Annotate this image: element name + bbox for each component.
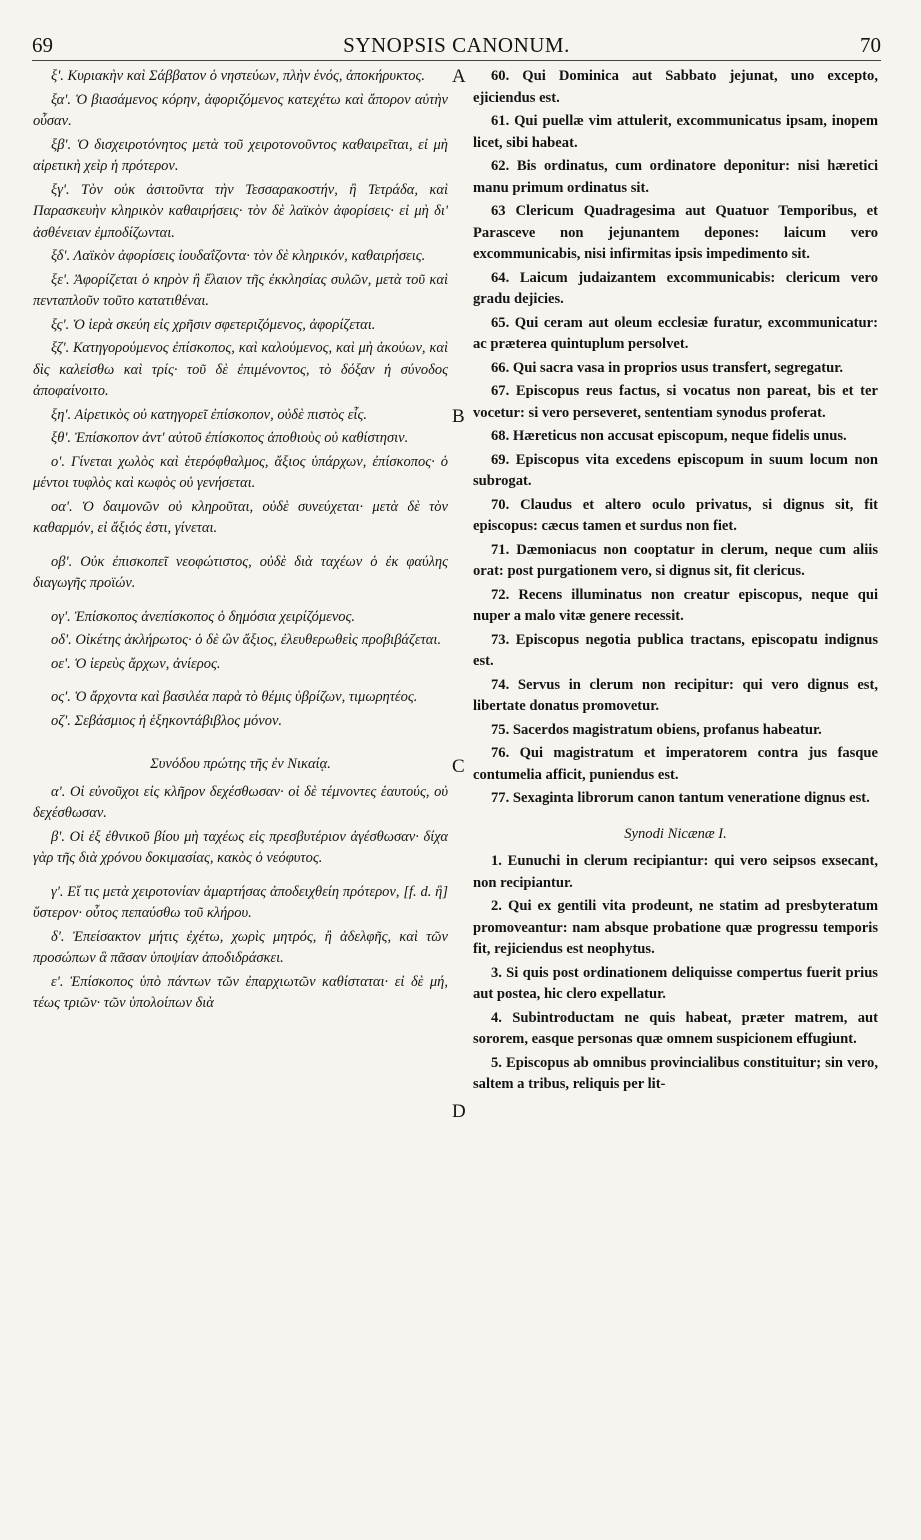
greek-canon: β'. Οἱ ἐξ ἐθνικοῦ βίου μὴ ταχέως εἰς πρεσβυτέριον ἀγέσθωσαν· δίχα γὰρ τῆς διὰ χρόνου δοκιμασίας, κακὸς ὁ νεόφυτος. [33, 828, 448, 866]
latin-canon: 60. Qui Dominica aut Sabbato jejunat, uno excepto, ejiciendus est. [473, 68, 878, 106]
greek-canon: ογ'. Ἐπίσκοπος ἀνεπίσκοπος ὁ δημόσια χειρίζόμενος. [51, 608, 356, 625]
latin-canon: 2. Qui ex gentili vita prodeunt, ne statim ad presbyteratum promoveantur: nam absque probatione quæ progressu temporis fit, rejiciendus est neophytus. [473, 898, 878, 957]
latin-canon: 62. Bis ordinatus, cum ordinatore deponitur: nisi hæretici manu primum ordinatus sit. [473, 158, 878, 196]
running-header [32, 30, 881, 60]
greek-canon: ξα'. Ὁ βιασάμενος κόρην, ἀφοριζόμενος κατεχέτω καὶ ἄπορον αὐτὴν οὖσαν. [33, 91, 448, 129]
latin-canon: 71. Dæmoniacus non cooptatur in clerum, neque cum aliis orat: post purgationem vero, si dignus sit, fit clericus. [473, 541, 878, 579]
greek-canon: ξθ'. Ἐπίσκοπον ἀντ' αὐτοῦ ἐπίσκοπος ἀποθιοὺς οὐ καθίστησιν. [51, 430, 409, 446]
greek-canon: ε'. Ἐπίσκοπος ὑπὸ πάντων τῶν ἐπαρχιωτῶν καθίσταται· εἰ δὲ μή, τέως τριῶν· τῶν ὑπολοίπων διὰ [33, 973, 448, 1011]
greek-column [33, 66, 448, 1017]
latin-canon: 67. Episcopus reus factus, si vocatus non pareat, bis et ter vocetur: si vero perseveret, sententiam synodus proferat. [473, 383, 878, 421]
greek-canon: δ'. Ἐπείσακτον μήτις ἐχέτω, χωρὶς μητρός, ἢ ἀδελφῆς, καὶ τῶν προσώπων ἃ πᾶσαν ὑποψίαν ἀποδιδράσκει. [33, 928, 448, 966]
left-page-number: 69 [32, 32, 53, 57]
latin-canon: 75. Sacerdos magistratum obiens, profanus habeatur. [491, 721, 822, 738]
latin-canon: 64. Laicum judaizantem excommunicabis: clericum vero gradu dejicies. [473, 269, 878, 307]
latin-canon: 5. Episcopus ab omnibus provincialibus constituitur; sin vero, saltem a tribus, reliquis per lit- [473, 1054, 878, 1092]
latin-canon: 77. Sexaginta librorum canon tantum veneratione dignus est. [491, 790, 870, 806]
header-rule [32, 60, 881, 61]
greek-canon: ξ'. Κυριακὴν καὶ Σάββατον ὁ νηστεύων, πλὴν ἑνός, ἀποκήρυκτος. [51, 68, 425, 84]
greek-canon: οδ'. Οἰκέτης ἀκλήρωτος· ὁ δὲ ὢν ἄξιος, ἐλευθερωθεὶς προβιβάζεται. [51, 632, 442, 648]
latin-column [473, 66, 878, 1098]
greek-canon: ο'. Γίνεται χωλὸς καὶ ἑτερόφθαλμος, ἄξιος ὑπάρχων, ἐπίσκοπος· ὁ μέντοι τυφλὸς καὶ κωφὸς οὐ γενήσεται. [33, 453, 448, 491]
latin-canon: 73. Episcopus negotia publica tractans, episcopatu indignus est. [473, 631, 878, 669]
greek-canon: ξβ'. Ὁ δισχειροτόνητος μετὰ τοῦ χειροτονοῦντος καθαιρεῖται, εἰ μὴ αἱρετικὴ χεὶρ ἡ πρότερον. [33, 136, 448, 174]
latin-canon: 74. Servus in clerum non recipitur: qui vero dignus est, libertate donatus promovetur. [473, 676, 878, 714]
latin-canon: 63 Clericum Quadragesima aut Quatuor Temporibus, et Parasceve non jejunantem depones: laicum vero excommunicabis, nisi infirmitas ipsis impedimento sit. [473, 203, 878, 262]
latin-canon: 68. Hæreticus non accusat episcopum, neque fidelis unus. [491, 428, 847, 444]
margin-marker-c: C [452, 756, 465, 777]
latin-canon: 65. Qui ceram aut oleum ecclesiæ furatur, excommunicatur: ac præterea quintuplum persolvet. [473, 314, 878, 352]
greek-canon: οε'. Ὁ ἱερεὺς ἄρχων, ἀνίερος. [51, 655, 221, 672]
greek-canon: ξγ'. Τὸν οὐκ ἀσιτοῦντα τὴν Τεσσαρακοστήν, ἢ Τετράδα, καὶ Παρασκευὴν κληρικὸν καθαιρήσεις· τὸν δὲ λαϊκὸν ἀφορίσεις· εἰ μὴ δι' ἀσθένειαν ἐμποδίζωνται. [33, 181, 448, 241]
margin-marker-b: B [452, 406, 465, 427]
greek-canon: ξη'. Αἱρετικὸς οὐ κατηγορεῖ ἐπίσκοπον, οὐδὲ πιστὸς εἷς. [51, 406, 367, 423]
greek-canon: οα'. Ὁ δαιμονῶν οὐ κληροῦται, οὐδὲ συνεύχεται· μετὰ δὲ τὸν καθαρμόν, εἰ ἄξιός ἐστι, γίνεται. [33, 498, 448, 536]
latin-canon: 1. Eunuchi in clerum recipiantur: qui vero seipsos exsecant, non recipiantur. [473, 853, 878, 891]
greek-canon: ξζ'. Κατηγορούμενος ἐπίσκοπος, καὶ καλούμενος, καὶ μὴ ἀκούων, καὶ δὶς καλείσθω καὶ τρίς· τοῦ δὲ ἐπιμένοντος, τὸ δόξαν ἡ σύνοδος ἀποφαίνοιτο. [33, 340, 448, 399]
latin-canon: 70. Claudus et altero oculo privatus, si dignus sit, fit episcopus: cæcus tamen et surdus non fiet. [473, 496, 878, 534]
latin-canon: 66. Qui sacra vasa in proprios usus transfert, segregatur. [491, 359, 844, 376]
latin-canon: 76. Qui magistratum et imperatorem contra jus fasque contumelia afficit, puniendus est. [473, 745, 878, 783]
greek-canon: ξς'. Ὁ ἱερὰ σκεύη εἰς χρῆσιν σφετεριζόμενος, ἀφορίζεται. [51, 316, 376, 333]
greek-canon: ος'. Ὁ ἄρχοντα καὶ βασιλέα παρὰ τὸ θέμις ὑβρίζων, τιμωρητέος. [51, 689, 418, 705]
right-page-number: 70 [860, 32, 881, 57]
latin-section-title: Synodi Nicænæ I. [624, 825, 727, 842]
latin-canon: 61. Qui puellæ vim attulerit, excommunicatus ipsam, inopem licet, sibi habeat. [473, 113, 878, 151]
greek-section-title: Συνόδου πρώτης τῆς ἐν Νικαίᾳ. [150, 756, 331, 772]
greek-canon: οζ'. Σεβάσμιος ἡ ἑξηκοντάβιβλος μόνον. [51, 712, 283, 729]
greek-canon: α'. Οἱ εὐνοῦχοι εἰς κλῆρον δεχέσθωσαν· οἱ δὲ τέμνοντες ἑαυτούς, οὐ δεχέσθωσαν. [33, 783, 448, 821]
running-title: SYNOPSIS CANONUM. [343, 32, 570, 57]
latin-canon: 69. Episcopus vita excedens episcopum in suum locum non subrogat. [473, 451, 878, 489]
greek-canon: ξδ'. Λαϊκὸν ἀφορίσεις ἰουδαΐζοντα· τὸν δὲ κληρικόν, καθαιρήσεις. [51, 248, 426, 264]
latin-canon: 72. Recens illuminatus non creatur episcopus, neque qui nuper a malo vitæ genere recessit. [473, 586, 878, 624]
margin-marker-d: D [452, 1101, 466, 1122]
latin-canon: 4. Subintroductam ne quis habeat, præter matrem, aut sororem, easque personas quæ omnem suspicionem effugiunt. [473, 1009, 878, 1047]
latin-canon: 3. Si quis post ordinationem deliquisse compertus fuerit prius aut postea, hic clero expellatur. [473, 964, 878, 1002]
greek-canon: γ'. Εἴ τις μετὰ χειροτονίαν ἁμαρτήσας ἀποδειχθείη πρότερον, [f. d. ἢ] ὕστερον· οὗτος πεπαύσθω τοῦ κλήρου. [33, 883, 448, 921]
greek-canon: ξε'. Ἀφορίζεται ὁ κηρὸν ἢ ἔλαιον τῆς ἐκκλησίας συλῶν, μετὰ τοῦ καὶ πενταπλοῦν τοῦτο κατατιθέναι. [33, 271, 448, 309]
margin-marker-a: A [452, 66, 466, 87]
greek-canon: οβ'. Οὐκ ἐπισκοπεῖ νεοφώτιστος, οὐδὲ διὰ ταχέων ὁ ἐκ φαύλης διαγωγῆς προϊών. [33, 553, 448, 591]
